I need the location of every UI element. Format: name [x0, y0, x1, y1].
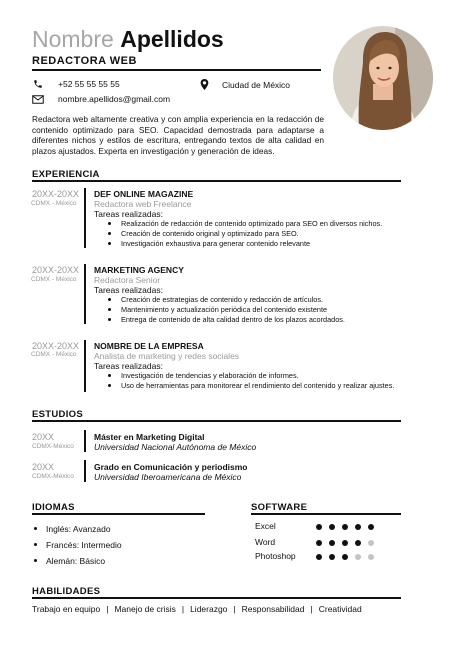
phone-icon [33, 79, 43, 89]
level-dot-empty [355, 554, 361, 560]
degree-name: Grado en Comunicación y periodismo [94, 462, 248, 472]
software-name: Photoshop [255, 551, 296, 561]
task-item: Investigación exhaustiva para generar contenido relevante [121, 239, 414, 249]
education-heading: ESTUDIOS [32, 409, 83, 420]
languages-heading: IDIOMAS [32, 502, 75, 513]
job-location: CDMX - México [31, 200, 77, 207]
skill-item: Creatividad [318, 604, 362, 614]
degree-name: Máster en Marketing Digital [94, 432, 205, 442]
task-item: Creación de contenido original y optimizado para SEO. [121, 229, 414, 239]
task-list [94, 371, 424, 391]
company-name: MARKETING AGENCY [94, 265, 184, 275]
full-name [32, 26, 224, 52]
level-dot-filled [368, 524, 374, 530]
task-item: Realización de redacción de contenido optimizado para SEO en diversos nichos. [121, 219, 414, 229]
edu-location: CDMX-México [32, 473, 74, 480]
school-name: Universidad Nacional Autónoma de México [94, 442, 257, 452]
company-name: NOMBRE DE LA EMPRESA [94, 341, 204, 351]
email-address: nombre.apellidos@gmail.com [58, 94, 171, 104]
skill-item: Responsabilidad [241, 604, 305, 614]
email-contact [32, 94, 170, 104]
task-list [94, 219, 414, 248]
skill-item: Liderazgo [190, 604, 228, 614]
job-date: 20XX-20XX [32, 189, 80, 199]
company-name: DEF ONLINE MAGAZINE [94, 189, 194, 199]
level-dot-filled [316, 554, 322, 560]
job-position: Redactora web Freelance [94, 199, 192, 209]
last-name: Apellidos [120, 26, 224, 52]
task-item: Entrega de contenido de alta calidad dentro de los plazos acordados. [121, 315, 414, 325]
task-item: Creación de estrategias de contenido y redacción de artículos. [121, 295, 414, 305]
timeline-bar [84, 264, 86, 324]
experience-heading: EXPERIENCIA [32, 169, 100, 180]
skill-level-dots [316, 554, 374, 560]
language-item: Francés: Intermedio [34, 540, 122, 550]
job-date: 20XX-20XX [32, 265, 80, 275]
level-dot-filled [355, 524, 361, 530]
job-entry [94, 189, 414, 248]
skill-item: Trabajo en equipo [32, 604, 101, 614]
education-divider [32, 420, 401, 422]
first-name: Nombre [32, 26, 114, 52]
job-location: CDMX - México [31, 276, 77, 283]
timeline-bar [84, 460, 86, 482]
school-name: Universidad Iberoamericana de México [94, 472, 242, 482]
software-name: Word [255, 537, 276, 547]
skill-item: Manejo de crisis [114, 604, 176, 614]
phone-number: +52 55 55 55 55 [58, 79, 120, 89]
skills-list [32, 604, 362, 614]
edu-location: CDMX-México [32, 443, 74, 450]
task-item: Mantenimiento y actualización periódica del contenido existente [121, 305, 414, 315]
level-dot-filled [342, 540, 348, 546]
job-position: Analista de marketing y redes sociales [94, 351, 240, 361]
languages-divider [32, 513, 205, 515]
job-position: Redactora Senior [94, 275, 161, 285]
level-dot-empty [368, 554, 374, 560]
profile-photo [333, 26, 433, 130]
job-date: 20XX-20XX [32, 341, 80, 351]
skill-separator: | [310, 604, 313, 614]
profile-summary: Redactora web altamente creativa y con amplia experiencia en la redacción de contenido optimizado para SEO. Capacidad demostrada para adaptarse a diferentes nichos y estilos de escritura, entregando textos de alta calidad en plazos ajustados. Experta en investigación y generación de ideas. [32, 114, 324, 156]
phone-contact [33, 79, 120, 89]
edu-date: 20XX [32, 432, 55, 442]
task-item: Uso de herramientas para monitorear el rendimiento del contenido y realizar ajustes. [121, 381, 424, 391]
language-item: Alemán: Básico [34, 556, 105, 566]
timeline-bar [84, 430, 86, 452]
level-dot-filled [342, 524, 348, 530]
level-dot-filled [329, 554, 335, 560]
skill-separator: | [181, 604, 185, 614]
level-dot-filled [316, 524, 322, 530]
level-dot-filled [329, 540, 335, 546]
skills-divider [32, 597, 401, 599]
level-dot-filled [329, 524, 335, 530]
city: Ciudad de México [222, 79, 291, 90]
city-contact [200, 79, 290, 90]
skill-separator: | [233, 604, 236, 614]
timeline-bar [84, 188, 86, 248]
task-list [94, 295, 414, 324]
job-entry [94, 341, 424, 391]
level-dot-empty [368, 540, 374, 546]
skill-level-dots [316, 540, 374, 546]
tasks-label: Tareas realizadas: [94, 361, 163, 371]
skill-level-dots [316, 524, 374, 530]
software-name: Excel [255, 521, 276, 531]
timeline-bar [84, 340, 86, 392]
tasks-label: Tareas realizadas: [94, 209, 163, 219]
location-pin-icon [200, 79, 209, 90]
software-divider [251, 513, 401, 515]
tasks-label: Tareas realizadas: [94, 285, 163, 295]
portrait-image [333, 26, 433, 130]
header-divider [32, 69, 321, 71]
software-heading: SOFTWARE [251, 502, 308, 513]
language-item: Inglés: Avanzado [34, 524, 111, 534]
skills-heading: HABILIDADES [32, 586, 101, 597]
skill-separator: | [106, 604, 109, 614]
job-location: CDMX - México [31, 351, 77, 358]
edu-date: 20XX [32, 462, 55, 472]
level-dot-filled [316, 540, 322, 546]
job-entry [94, 265, 414, 324]
task-item: Investigación de tendencias y elaboración de informes. [121, 371, 424, 381]
edu-entry [94, 432, 256, 452]
envelope-icon [32, 95, 44, 104]
edu-entry [94, 462, 248, 482]
job-title: REDACTORA WEB [32, 55, 137, 67]
level-dot-filled [342, 554, 348, 560]
experience-divider [32, 180, 401, 182]
level-dot-filled [355, 540, 361, 546]
